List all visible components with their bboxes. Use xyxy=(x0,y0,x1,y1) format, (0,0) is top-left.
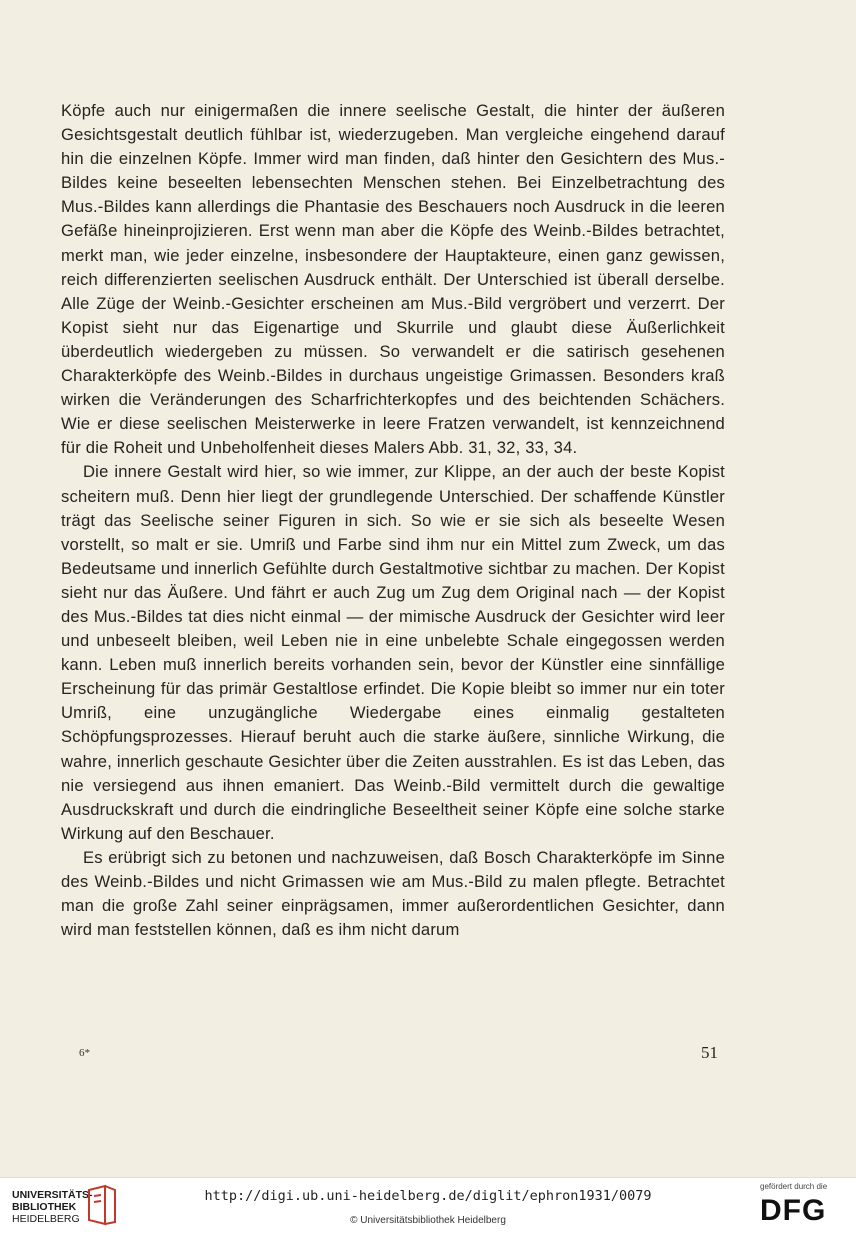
copyright-notice: © Universitätsbibliothek Heidelberg xyxy=(350,1215,506,1226)
page-number: 51 xyxy=(701,1043,718,1062)
paragraph: Die innere Gestalt wird hier, so wie immer, zur Klippe, an der auch der beste Kopist scheitern muß. Denn hier liegt der grundlegende Unterschied. Der schaffende Künstler trägt das Seelische seiner Figuren in sich. So wie er sie sich als beseelte Wesen vorstellt, so malt er sie. Umriß und Farbe sind ihm nur ein Mittel zum Zweck, um das Bedeutsame und innerlich Gefühlte durch Gestaltmotive sichtbar zu machen. Der Kopist sieht nur das Äußere. Und fährt er auch Zug um Zug dem Original nach — der Kopist des Mus.-Bildes tat dies nicht einmal — der mimische Ausdruck der Gesichter wird leer und unbeseelt bleiben, weil Leben nie in eine unbelebte Schale eingegossen werden kann. Leben muß innerlich bereits vorhanden sein, bevor der Künstler eine sinnfällige Erscheinung für das primär Gestaltlose erfindet. Die Kopie bleibt so immer nur ein toter Umriß, eine unzugängliche Wiedergabe eines einmalig gestalteten Schöpfungsprozesses. Hierauf beruht auch die starke äußere, sinnliche Wirkung, die wahre, innerlich geschaute Gesichter über die Zeiten ausstrahlen. Es ist das Leben, das nie versiegend aus ihnen emaniert. Das Weinb.-Bild vermittelt durch die gewaltige Ausdruckskraft und durch die eindringliche Beseeltheit seiner Köpfe eine solche starke Wirkung auf den Beschauer. xyxy=(61,462,726,843)
viewer-footer xyxy=(0,1177,856,1238)
library-name-line2: BIBLIOTHEK xyxy=(12,1201,77,1213)
funding-caption: gefördert durch die xyxy=(760,1182,828,1191)
library-name-line3: HEIDELBERG xyxy=(12,1213,80,1225)
permalink-url[interactable]: http://digi.ub.uni-heidelberg.de/diglit/ephron1931/0079 xyxy=(204,1188,652,1204)
library-name-line1: UNIVERSITÄTS- xyxy=(12,1189,93,1201)
dfg-logo[interactable]: DFG xyxy=(760,1194,827,1227)
signature-mark: 6* xyxy=(79,1047,90,1059)
body-text xyxy=(61,99,725,942)
paragraph: Köpfe auch nur einigermaßen die innere seelische Gestalt, die hinter der äußeren Gesichtsgestalt deutlich fühlbar ist, wiederzugeben. Man vergleiche eingehend darauf hin die einzelnen Köpfe. Immer wird man finden, daß hinter den Gesichtern des Mus.-Bildes keine beseelten lebensechten Menschen stehen. Bei Einzelbetrachtung des Mus.-Bildes kann allerdings die Phantasie des Beschauers noch Ausdruck in die leeren Gefäße hineinprojizieren. Erst wenn man aber die Köpfe des Weinb.-Bildes betrachtet, merkt man, wie jeder einzelne, insbesondere der Hauptakteure, einen ganz gewissen, reich differenzierten seelischen Ausdruck enthält. Der Unterschied ist überall derselbe. Alle Züge der Weinb.-Gesichter erscheinen am Mus.-Bild vergröbert und verzerrt. Der Kopist sieht nur das Eigenartige und Skurrile und glaubt diese Äußerlichkeit überdeutlich wiedergeben zu müssen. So verwandelt er die satirisch gesehenen Charakterköpfe des Weinb.-Bildes in durchaus ungeistige Grimassen. Besonders kraß wirken die Veränderungen des Scharfrichterkopfes und des beichtenden Schächers. Wie er diese seelischen Meisterwerke in leere Fratzen verwandelt, ist kennzeichnend für die Roheit und Unbeholfenheit dieses Malers Abb. 31, 32, 33, 34. xyxy=(61,101,725,458)
paragraph: Es erübrigt sich zu betonen und nachzuweisen, daß Bosch Charakterköpfe im Sinne des Weinb.-Bildes und nicht Grimassen wie am Mus.-Bild zu malen pflegte. Betrachtet man die große Zahl seiner einprägsamen, immer außerordentlichen Gesichter, dann wird man feststellen können, daß es ihm nicht darum xyxy=(61,847,725,940)
